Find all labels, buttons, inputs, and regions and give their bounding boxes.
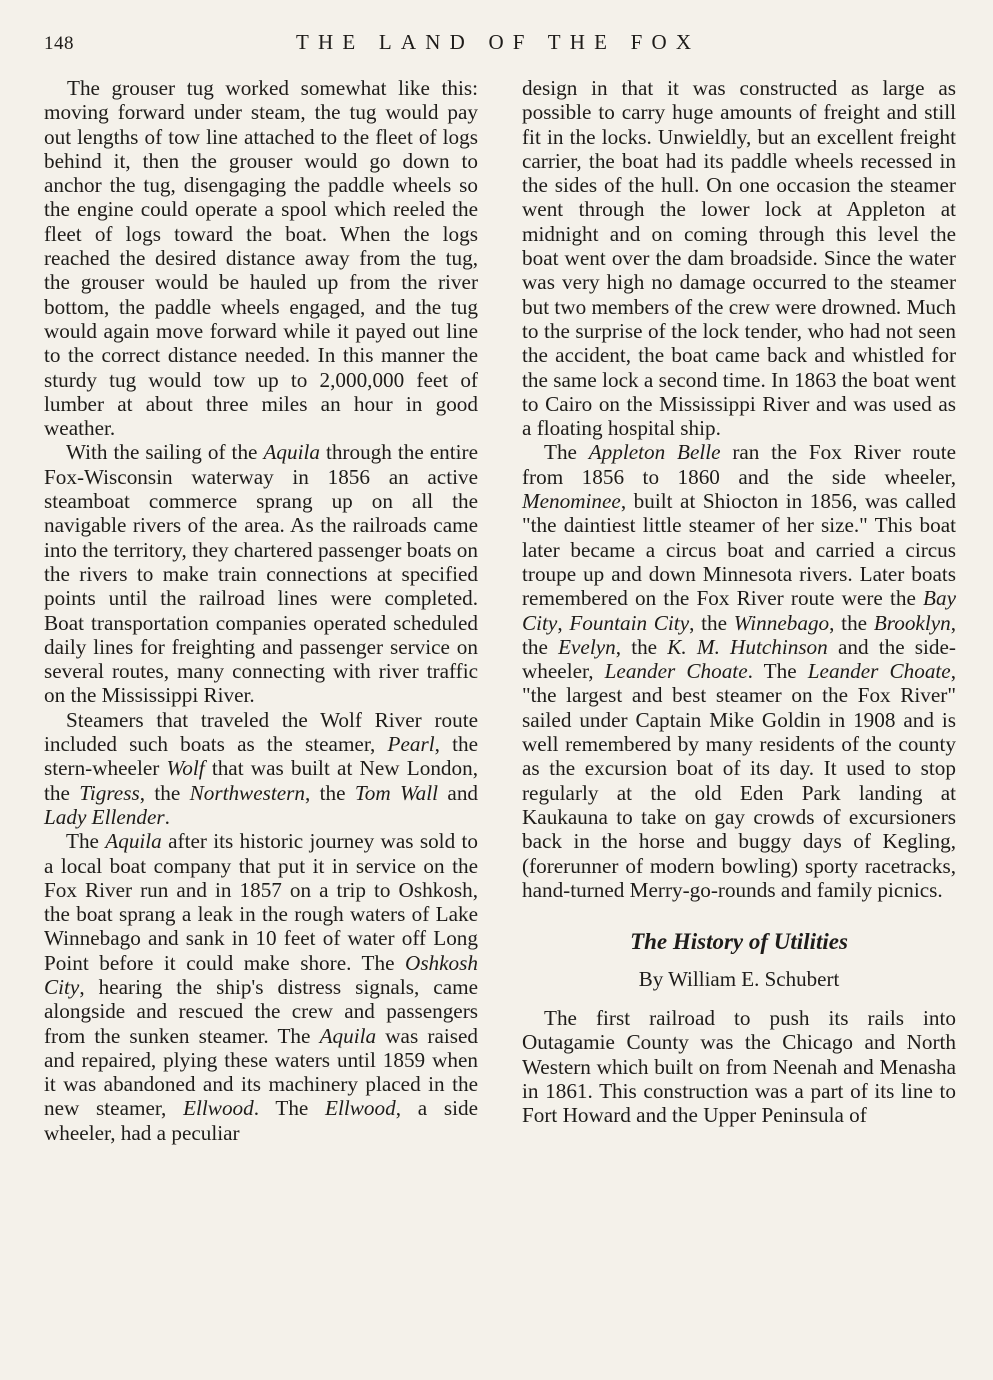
boat-name: Wolf (166, 756, 205, 781)
boat-name: Appleton Belle (588, 440, 721, 465)
section-title: The History of Utilities (630, 929, 848, 955)
page-number: 148 (44, 33, 74, 54)
boat-name: Northwestern (189, 780, 305, 805)
boat-name: Ellwood (183, 1096, 254, 1121)
boat-name: Ellwood (325, 1096, 396, 1121)
paragraph: The first railroad to push its rails into Outagamie County was the Chicago and North Western which built on from Neenah and Menasha in 1861. This construction was a part of its line to Fort Howard and the Upper Peninsula of (522, 1006, 956, 1128)
boat-name: Evelyn (558, 634, 616, 659)
boat-name: Leander Choate (604, 659, 748, 684)
boat-name: Bay City (522, 586, 956, 635)
boat-name: Winnebago (733, 610, 830, 635)
paragraph: The grouser tug worked somewhat like this: moving forward under steam, the tug would pay out lengths of tow line attached to the fleet of logs behind it, then the grouser would go down to anchor the tug, disengaging the paddle wheels so the engine could operate a spool which reeled the fleet of logs toward the boat. When the logs reached the desired distance away from the tug, the grouser would be hauled up from the river bottom, the paddle wheels engaged, and the tug would again move forward while it payed out line to the correct distance needed. In this manner the sturdy tug would tow up to 2,000,000 feet of lumber at about three miles an hour in good weather. (44, 76, 478, 441)
boat-name: Tom Wall (354, 780, 439, 805)
paragraph: The Aquila after its historic journey was sold to a local boat company that put it in service on the Fox River run and in 1857 on a trip to Oshkosh, the boat sprang a leak in the rough waters of Lake Winnebago and sank in 10 feet of water off Long Point before it could make shore. The Oshkosh City, hearing the ship's distress signals, came alongside and rescued the crew and passengers from the sunken steamer. The Aquila was raised and repaired, plying these waters until 1859 when it was abandoned and its machinery placed in the new steamer, Ellwood. The Ellwood, a side wheeler, had a peculiar (44, 829, 478, 1145)
left-column (44, 76, 478, 1145)
boat-name: Oshkosh City (44, 950, 478, 999)
boat-name: Aquila (319, 1023, 377, 1048)
boat-name: Brooklyn (873, 610, 951, 635)
paragraph: The Appleton Belle ran the Fox River route from 1856 to 1860 and the side wheeler, Menominee, built at Shiocton in 1856, was called "the daintiest little steamer of her size." This boat later became a circus boat and carried a circus troupe up and down Minnesota rivers. Later boats remembered on the Fox River route were the Bay City, Fountain City, the Winnebago, the Brooklyn, the Evelyn, the K. M. Hutchinson and the side-wheeler, Leander Choate. The Leander Choate, "the largest and best steamer on the Fox River" sailed under Captain Mike Goldin in 1908 and is well remembered by many residents of the county as the excursion boat of its day. It used to stop regularly at the old Eden Park landing at Kaukauna to take on gay crowds of excursioners back in the horse and buggy days of Kegling, (forerunner of modern bowling) sporty racetracks, hand-turned Merry-go-rounds and family picnics. (522, 440, 957, 902)
right-column (522, 76, 956, 1128)
boat-name: K. M. Hutchinson (667, 634, 828, 659)
boat-name: Fountain City (569, 610, 690, 635)
boat-name: Pearl (387, 732, 435, 757)
boat-name: Tigress (79, 780, 140, 805)
boat-name: Lady Ellender (44, 804, 165, 829)
paragraph: design in that it was constructed as large as possible to carry huge amounts of freight and still fit in the locks. Unwieldly, but an excellent freight carrier, the boat had its paddle wheels recessed in the sides of the hull. On one occasion the steamer went through the lower lock at Appleton at midnight and on coming through this level the boat went over the dam broadside. Since the water was very high no damage occurred to the steamer but two members of the crew were drowned. Much to the surprise of the lock tender, who had not seen the accident, the boat came back and whistled for the same lock a second time. In 1863 the boat went to Cairo on the Mississippi River and was used as a floating hospital ship. (522, 76, 956, 441)
boat-name: Leander Choate (807, 659, 951, 684)
paragraph: With the sailing of the Aquila through the entire Fox-Wisconsin waterway in 1856 an active steamboat commerce sprang up on all the navigable rivers of the area. As the railroads came into the territory, they chartered passenger boats on the rivers to make train connections at specified points until the railroad lines were completed. Boat transportation companies operated scheduled daily lines for freighting and passenger service on several routes, many connecting with river traffic on the Mississippi River. (44, 440, 478, 708)
byline: By William E. Schubert (638, 967, 840, 992)
boat-name: Aquila (105, 829, 162, 854)
boat-name: Menominee (522, 489, 621, 514)
running-title: THE LAND OF THE FOX (296, 30, 701, 54)
boat-name: Aquila (263, 440, 320, 465)
paragraph: Steamers that traveled the Wolf River route included such boats as the steamer, Pearl, the stern-wheeler Wolf that was built at New London, the Tigress, the Northwestern, the Tom Wall and Lady Ellender. (44, 707, 479, 829)
